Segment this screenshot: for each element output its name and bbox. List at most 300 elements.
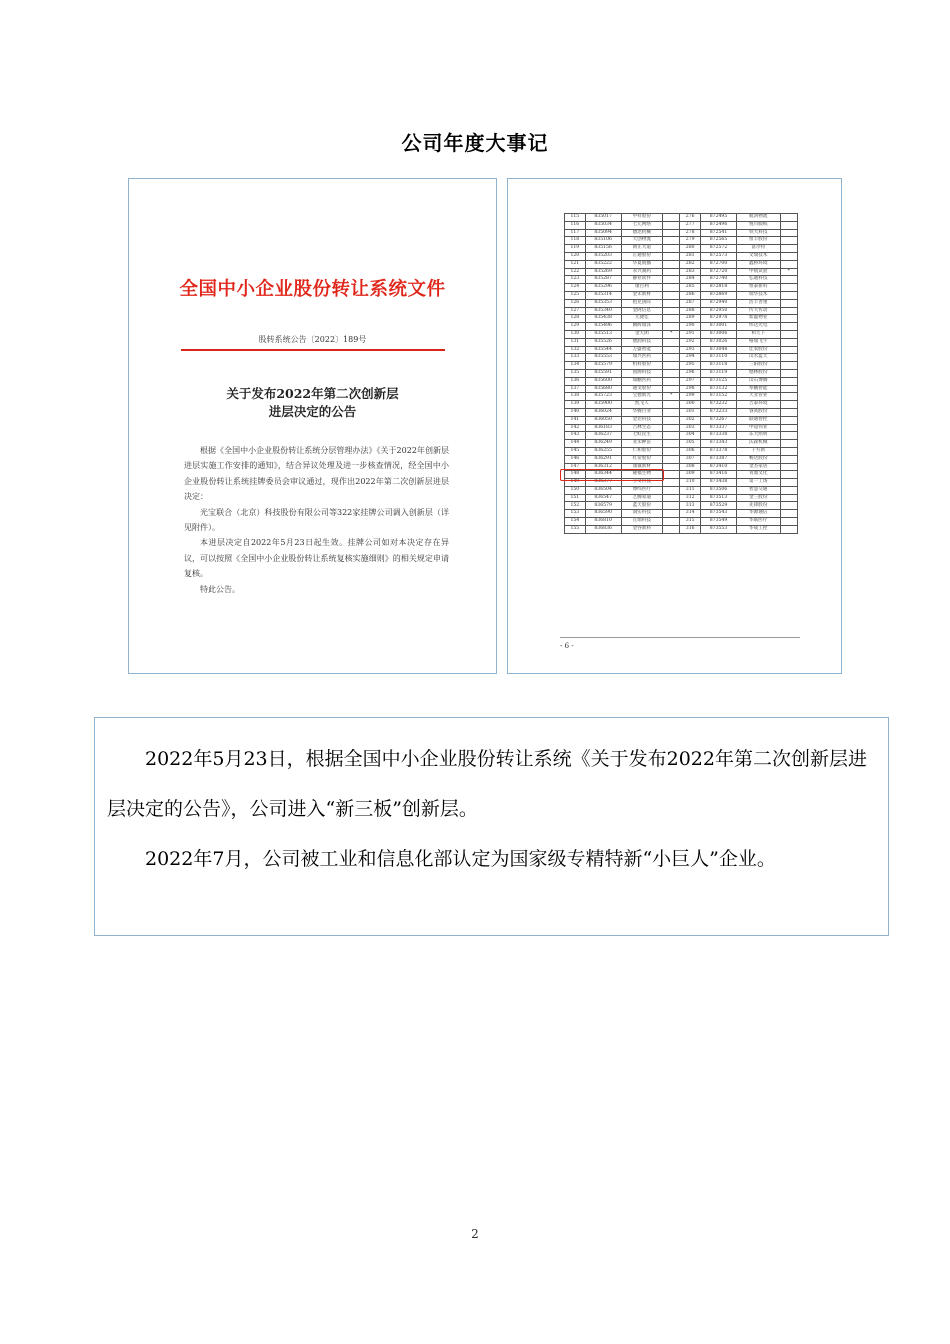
announcement-paragraph: 本进层决定自2022年5月23日起生效。挂牌公司如对本决定存在异议，可以按照《全国中小企业股份转让系统复核实施细则》的相关规定申请复核。: [184, 538, 449, 579]
table-cell: 恒丰股份: [736, 237, 780, 245]
table-cell: [780, 455, 798, 463]
table-row: [565, 330, 798, 338]
table-cell: [662, 471, 679, 479]
table-cell: 286: [680, 291, 701, 299]
table-cell: 311: [680, 486, 701, 494]
table-cell: 835156: [585, 245, 621, 253]
table-cell: 传大传动: [736, 307, 780, 315]
table-row: [565, 440, 798, 448]
table-cell: [662, 268, 679, 276]
table-cell: 119: [565, 245, 586, 253]
table-cell: 118: [565, 237, 586, 245]
table-cell: 873119: [701, 369, 737, 377]
table-cell: [780, 330, 798, 338]
table-row: [565, 510, 798, 518]
table-row: [565, 299, 798, 307]
table-cell: 313: [680, 502, 701, 510]
table-cell: [662, 245, 679, 253]
table-cell: 132: [565, 346, 586, 354]
table-cell: 872495: [701, 214, 737, 222]
table-cell: 154: [565, 518, 586, 526]
table-cell: [780, 252, 798, 260]
table-cell: 125: [565, 291, 586, 299]
table-cell: 835544: [585, 346, 621, 354]
table-row: [565, 284, 798, 292]
table-cell: 309: [680, 471, 701, 479]
table-cell: 292: [680, 338, 701, 346]
table-cell: 873387: [701, 455, 737, 463]
table-row: [565, 385, 798, 393]
table-cell: 873438: [701, 479, 737, 487]
table-cell: 天亚管业: [736, 393, 780, 401]
table-cell: 租克国际: [621, 299, 662, 307]
table-cell: 三阳股份: [736, 362, 780, 370]
table-cell: 150: [565, 486, 586, 494]
table-cell: [662, 424, 679, 432]
table-cell: 116: [565, 221, 586, 229]
table-cell: 873132: [701, 385, 737, 393]
table-cell: 873152: [701, 393, 737, 401]
table-cell: [662, 276, 679, 284]
table-cell: [780, 214, 798, 222]
table-cell: 836377: [585, 479, 621, 487]
table-cell: 机科股份: [621, 362, 662, 370]
table-cell: 835034: [585, 221, 621, 229]
table-cell: 富尔特: [736, 245, 780, 253]
table-cell: 永兴制药: [621, 268, 662, 276]
table-row: [565, 401, 798, 409]
table-cell: 835094: [585, 229, 621, 237]
table-cell: [662, 346, 679, 354]
table-cell: 299: [680, 393, 701, 401]
table-cell: 873529: [701, 502, 737, 510]
table-cell: 835106: [585, 237, 621, 245]
table-cell: 吉林生态: [621, 424, 662, 432]
table-cell: 122: [565, 268, 586, 276]
table-cell: [780, 518, 798, 526]
table-cell: [662, 510, 679, 518]
table-cell: [662, 338, 679, 346]
table-cell: *: [662, 330, 679, 338]
table-cell: [780, 502, 798, 510]
table-cell: 第一工场: [736, 479, 780, 487]
table-cell: 鑫桥环境: [736, 260, 780, 268]
table-cell: 140: [565, 408, 586, 416]
table-cell: [780, 346, 798, 354]
table-cell: 铁大科技: [736, 229, 780, 237]
table-cell: [662, 494, 679, 502]
table-cell: 山石博腾: [736, 377, 780, 385]
table-cell: 智慧交通: [736, 486, 780, 494]
table-cell: 279: [680, 237, 701, 245]
table-cell: 139: [565, 401, 586, 409]
table-cell: [662, 369, 679, 377]
table-cell: 中超伟业: [736, 424, 780, 432]
table-cell: 通戈股份: [621, 385, 662, 393]
table-cell: 836237: [585, 432, 621, 440]
table-row: [565, 307, 798, 315]
table-cell: [662, 486, 679, 494]
table-cell: 288: [680, 307, 701, 315]
table-cell: 华腾百业: [621, 408, 662, 416]
table-cell: 873048: [701, 346, 737, 354]
announcement-issuer: 全国中小企业股份转让系统文件: [179, 279, 446, 300]
table-cell: 吉泰环境: [736, 401, 780, 409]
table-cell: 873233: [701, 408, 737, 416]
table-cell: [662, 323, 679, 331]
announcement-heading: [129, 385, 496, 421]
table-cell: 136: [565, 377, 586, 385]
table-cell: 航鸿物流: [736, 214, 780, 222]
table-cell: 835353: [585, 299, 621, 307]
table-cell: 835680: [585, 385, 621, 393]
announcement-heading-line: 进层决定的公告: [268, 404, 357, 419]
attachment-table-wrap: [564, 213, 798, 534]
table-cell: 294: [680, 354, 701, 362]
table-cell: 873338: [701, 432, 737, 440]
table-cell: 873506: [701, 486, 737, 494]
table-cell: 836291: [585, 455, 621, 463]
table-cell: [780, 471, 798, 479]
table-cell: 836579: [585, 502, 621, 510]
table-cell: 835296: [585, 284, 621, 292]
table-cell: [662, 518, 679, 526]
table-cell: 873001: [701, 323, 737, 331]
table-cell: 德迅机械: [621, 229, 662, 237]
table-cell: [662, 385, 679, 393]
table-cell: 280: [680, 245, 701, 253]
table-cell: 153: [565, 510, 586, 518]
table-cell: [780, 323, 798, 331]
table-cell: 137: [565, 385, 586, 393]
announcement-doc-number: 股转系统公告〔2022〕189号: [258, 335, 367, 344]
table-cell: 仁和股份: [621, 447, 662, 455]
table-cell: 沃森机械: [736, 440, 780, 448]
table-cell: [662, 362, 679, 370]
table-row: [565, 323, 798, 331]
table-cell: [780, 479, 798, 487]
table-cell: 835314: [585, 291, 621, 299]
table-cell: [662, 440, 679, 448]
table-cell: 873343: [701, 440, 737, 448]
table-row: [565, 260, 798, 268]
table-cell: 康百利: [621, 284, 662, 292]
table-cell: 308: [680, 463, 701, 471]
table-cell: 873006: [701, 330, 737, 338]
table-cell: [780, 229, 798, 237]
table-cell: 872740: [701, 276, 737, 284]
table-cell: [780, 362, 798, 370]
table-cell: 836183: [585, 424, 621, 432]
table-cell: [662, 447, 679, 455]
table-cell: [780, 494, 798, 502]
table-cell: 289: [680, 315, 701, 323]
table-cell: [662, 408, 679, 416]
table-cell: [662, 284, 679, 292]
table-cell: 悦川膜纸: [736, 221, 780, 229]
table-cell: 121: [565, 260, 586, 268]
table-cell: [780, 408, 798, 416]
table-cell: 872950: [701, 307, 737, 315]
table-cell: [780, 377, 798, 385]
table-cell: 873232: [701, 401, 737, 409]
table-cell: [780, 221, 798, 229]
table-cell: 835203: [585, 252, 621, 260]
table-cell: [780, 401, 798, 409]
table-cell: 青鼎文化: [736, 471, 780, 479]
table-cell: 元捷佳: [621, 315, 662, 323]
table-cell: 143: [565, 432, 586, 440]
table-cell: 873110: [701, 354, 737, 362]
table-cell: 835600: [585, 377, 621, 385]
table-cell: 303: [680, 424, 701, 432]
table-cell: 先锋股份: [736, 502, 780, 510]
table-cell: [780, 338, 798, 346]
table-cell: 836590: [585, 510, 621, 518]
table-cell: [662, 463, 679, 471]
table-cell: 282: [680, 260, 701, 268]
table-cell: 和天下: [736, 330, 780, 338]
table-cell: 128: [565, 315, 586, 323]
table-cell: 872541: [701, 229, 737, 237]
table-row: [565, 229, 798, 237]
table-cell: 隆福生物: [621, 471, 662, 479]
table-row: [565, 408, 798, 416]
table-cell: 123: [565, 276, 586, 284]
table-cell: [780, 291, 798, 299]
table-cell: 华联医疗: [736, 518, 780, 526]
table-cell: [662, 455, 679, 463]
table-cell: 304: [680, 432, 701, 440]
table-cell: 东大照明: [736, 432, 780, 440]
table-cell: 872720: [701, 268, 737, 276]
table-cell: 紫鑫物业: [736, 315, 780, 323]
table-cell: 835287: [585, 276, 621, 284]
table-cell: [780, 369, 798, 377]
table-cell: 836344: [585, 471, 621, 479]
table-row: [565, 354, 798, 362]
announcement-body: [184, 443, 449, 597]
announcement-paragraph: 光宝联合（北京）科技股份有限公司等322家挂牌公司调入创新层（详见附件）。: [184, 507, 449, 533]
table-cell: 835222: [585, 260, 621, 268]
table-row: [565, 338, 798, 346]
table-cell: 润实科技: [621, 510, 662, 518]
table-cell: 正通股份: [621, 252, 662, 260]
table-cell: [662, 237, 679, 245]
table-cell: [662, 214, 679, 222]
table-cell: 873416: [701, 471, 737, 479]
table-cell: 138: [565, 393, 586, 401]
table-cell: 145: [565, 447, 586, 455]
table-cell: 835526: [585, 338, 621, 346]
table-row: [565, 346, 798, 354]
table-cell: 306: [680, 447, 701, 455]
announcement-paragraph: 根据《全国中小企业股份转让系统分层管理办法》《关于2022年创新层进层实施工作安排的通知》，结合异议处理及进一步核查情况，经全国中小企业股份转让系统挂牌委员会审议通过，现作出2022年第二次创新层进层决定：: [184, 446, 449, 502]
table-cell: [662, 260, 679, 268]
table-cell: [662, 252, 679, 260]
announcement-scan-image: [128, 178, 497, 674]
table-cell: 284: [680, 276, 701, 284]
table-cell: 华源通信: [736, 510, 780, 518]
table-cell: [780, 416, 798, 424]
table-cell: 博纬医疗: [621, 486, 662, 494]
table-row: [565, 221, 798, 229]
table-cell: [780, 447, 798, 455]
table-cell: 格瑞飞宇: [736, 338, 780, 346]
table-cell: [780, 385, 798, 393]
table-cell: 872565: [701, 237, 737, 245]
table-cell: 873026: [701, 338, 737, 346]
table-row: [565, 494, 798, 502]
table-cell: 307: [680, 455, 701, 463]
table-cell: [780, 315, 798, 323]
table-cell: [662, 229, 679, 237]
table-cell: 873549: [701, 518, 737, 526]
table-cell: 276: [680, 214, 701, 222]
table-cell: [662, 502, 679, 510]
table-cell: 金三股份: [736, 494, 780, 502]
table-cell: [780, 245, 798, 253]
page-number: 2: [471, 1227, 479, 1241]
table-cell: 278: [680, 229, 701, 237]
table-cell: 腾辉瑞泽: [621, 323, 662, 331]
table-cell: 德林股份: [736, 369, 780, 377]
table-cell: 德润科技: [621, 338, 662, 346]
table-cell: 瑞鹏医药: [621, 377, 662, 385]
table-row: [565, 424, 798, 432]
table-cell: [662, 525, 679, 533]
table-cell: 金禾新材: [621, 291, 662, 299]
table-cell: 奉鹏智能: [736, 385, 780, 393]
table-cell: [780, 393, 798, 401]
table-cell: 蓝天股份: [621, 502, 662, 510]
table-cell: 302: [680, 416, 701, 424]
table-cell: [780, 463, 798, 471]
table-cell: 873410: [701, 463, 737, 471]
table-cell: 296: [680, 369, 701, 377]
table-cell: 联通智控: [736, 416, 780, 424]
table-cell: [662, 221, 679, 229]
table-cell: 129: [565, 323, 586, 331]
table-cell: *: [780, 268, 798, 276]
table-cell: 艺腾易迪: [621, 494, 662, 502]
table-row: [565, 291, 798, 299]
table-cell: 873337: [701, 424, 737, 432]
table-cell: 千方新: [736, 447, 780, 455]
table-cell: 295: [680, 362, 701, 370]
table-row: [565, 377, 798, 385]
table-cell: 133: [565, 354, 586, 362]
table-row: [565, 518, 798, 526]
table-cell: 中祥股份: [621, 214, 662, 222]
table-cell: [662, 291, 679, 299]
table-cell: 天创物流: [621, 237, 662, 245]
table-cell: 148: [565, 471, 586, 479]
table-cell: 836312: [585, 463, 621, 471]
attachment-table: [564, 213, 798, 534]
table-cell: 310: [680, 479, 701, 487]
table-cell: 151: [565, 494, 586, 502]
table-cell: 瑞兴医药: [621, 354, 662, 362]
table-cell: [780, 237, 798, 245]
table-cell: 316: [680, 525, 701, 533]
table-row: [565, 252, 798, 260]
table-row: [565, 502, 798, 510]
table-cell: 835513: [585, 330, 621, 338]
table-cell: 152: [565, 502, 586, 510]
table-cell: 291: [680, 330, 701, 338]
table-cell: 835017: [585, 214, 621, 222]
table-row: [565, 447, 798, 455]
table-cell: 中航试验: [736, 268, 780, 276]
table-cell: 文瑞技术: [736, 252, 780, 260]
table-cell: [662, 354, 679, 362]
table-cell: 314: [680, 510, 701, 518]
table-cell: 300: [680, 401, 701, 409]
table-cell: 华成工控: [736, 525, 780, 533]
table-cell: 149: [565, 479, 586, 487]
table-cell: 浩丰善重: [736, 299, 780, 307]
table-cell: 凯飞人: [621, 401, 662, 409]
table-cell: 277: [680, 221, 701, 229]
table-cell: 127: [565, 307, 586, 315]
table-cell: 872496: [701, 221, 737, 229]
table-cell: 山水蓝天: [736, 354, 780, 362]
table-row: [565, 315, 798, 323]
table-cell: [780, 440, 798, 448]
table-cell: 134: [565, 362, 586, 370]
table-row: [565, 416, 798, 424]
table-cell: 亘瑞科技: [621, 518, 662, 526]
table-cell: [780, 486, 798, 494]
table-cell: 835591: [585, 369, 621, 377]
table-cell: 万盛智能: [621, 346, 662, 354]
table-cell: 睿高股份: [736, 408, 780, 416]
table-cell: 朗正大道: [621, 245, 662, 253]
table-cell: 141: [565, 416, 586, 424]
table-cell: [662, 401, 679, 409]
table-cell: [662, 307, 679, 315]
table-cell: 147: [565, 463, 586, 471]
table-cell: 宝德新光: [621, 393, 662, 401]
table-cell: 836050: [585, 416, 621, 424]
table-cell: 298: [680, 385, 701, 393]
table-cell: 华夏航播: [621, 260, 662, 268]
table-cell: 135: [565, 369, 586, 377]
table-cell: 836810: [585, 518, 621, 526]
table-cell: 835438: [585, 315, 621, 323]
table-cell: 佳农股份: [736, 346, 780, 354]
table-cell: 七虹民生: [621, 432, 662, 440]
scan-page-footer: - 6 -: [560, 637, 800, 650]
table-cell: 立文科技: [621, 479, 662, 487]
table-cell: [780, 424, 798, 432]
table-cell: 287: [680, 299, 701, 307]
table-row: [565, 525, 798, 533]
table-cell: 七元网络: [621, 221, 662, 229]
table-cell: 836249: [585, 440, 621, 448]
announcement-heading-line: 关于发布2022年第二次创新层: [226, 386, 399, 401]
table-cell: 金达科技: [621, 416, 662, 424]
table-row: [565, 486, 798, 494]
table-cell: [780, 299, 798, 307]
table-cell: 126: [565, 299, 586, 307]
table-cell: 115: [565, 214, 586, 222]
table-cell: 120: [565, 252, 586, 260]
table-cell: 142: [565, 424, 586, 432]
table-row: [565, 268, 798, 276]
announcement-paragraph: 特此公告。: [200, 584, 240, 594]
